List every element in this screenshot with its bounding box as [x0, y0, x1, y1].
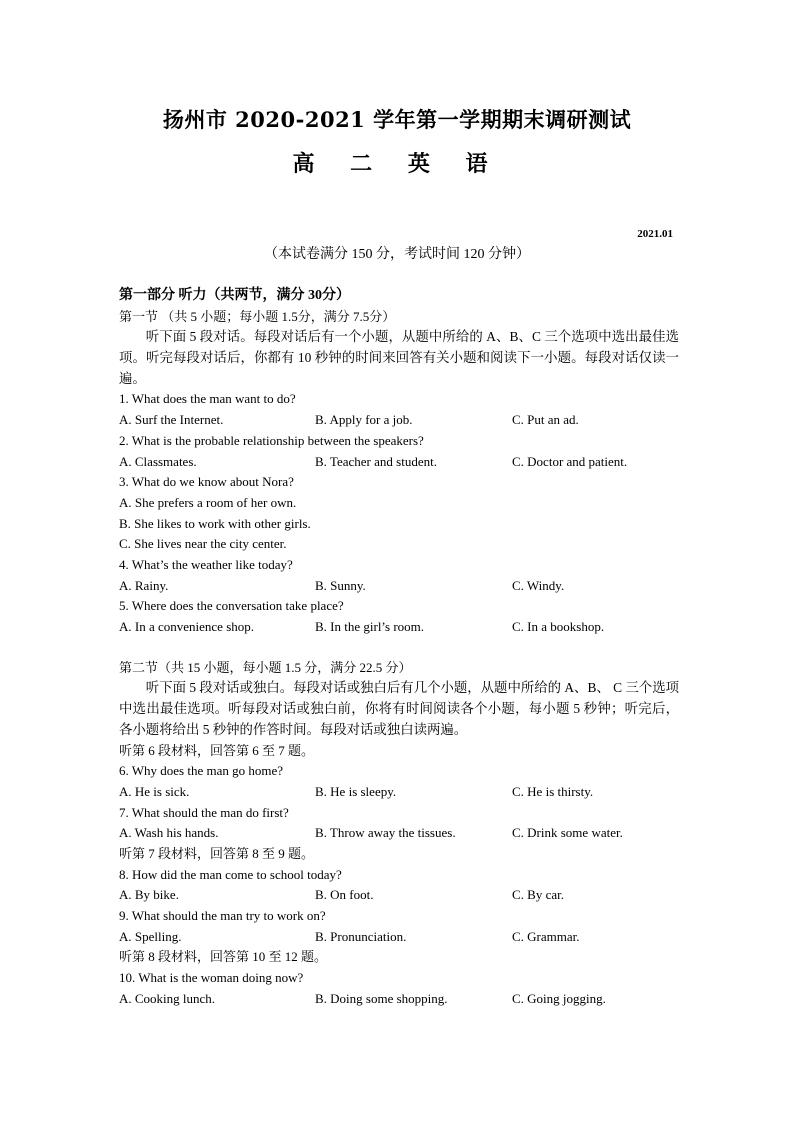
- option-a: A. Surf the Internet.: [119, 412, 224, 428]
- option-c: C. By car.: [512, 887, 564, 903]
- option-a: A. In a convenience shop.: [119, 619, 255, 635]
- question-2: 2. What is the probable relationship between the speakers?: [119, 432, 424, 448]
- question-1-options: [119, 410, 679, 431]
- exam-note: （本试卷满分 150 分，考试时间 120 分钟）: [264, 247, 530, 262]
- question-4-options: [119, 576, 679, 597]
- option-b: B. She likes to work with other girls.: [119, 515, 311, 531]
- part1-heading: 第一部分 听力（共两节，满分 30分）: [119, 288, 350, 303]
- question-5-options: [119, 617, 679, 638]
- exam-content: [119, 286, 679, 1009]
- question-7: 7. What should the man do first?: [119, 804, 289, 820]
- group-7-instruction: 听第 7 段材料，回答第 8 至 9 题。: [119, 845, 315, 861]
- group-6-instruction: 听第 6 段材料，回答第 6 至 7 题。: [119, 742, 315, 758]
- option-a: A. Classmates.: [119, 453, 197, 469]
- option-c: C. Grammar.: [512, 928, 580, 944]
- option-c: C. He is thirsty.: [512, 783, 594, 799]
- exam-title: 扬州市 2020-2021 学年第一学期期末调研测试: [162, 107, 632, 132]
- option-c: C. Doctor and patient.: [512, 453, 628, 469]
- option-b: B. Throw away the tissues.: [315, 825, 456, 841]
- section2-heading: 第二节（共 15 小题，每小题 1.5 分，满分 22.5 分）: [119, 659, 412, 675]
- option-b: B. Pronunciation.: [315, 928, 407, 944]
- option-a: A. He is sick.: [119, 783, 190, 799]
- option-c: C. She lives near the city center.: [119, 536, 287, 552]
- option-a: A. Wash his hands.: [119, 825, 219, 841]
- question-2-options: [119, 452, 679, 473]
- question-5: 5. Where does the conversation take place?: [119, 598, 344, 614]
- section1-instructions: 听下面 5 段对话。每段对话后有一个小题，从题中所给的 A、B、C 三个选项中选出最佳选项。听完每段对话后，你都有 10 秒钟的时间来回答有关小题和阅读下一小题。每段对话仅读一遍。: [119, 329, 679, 386]
- option-c: C. Windy.: [512, 577, 565, 593]
- option-a: A. Rainy.: [119, 577, 169, 593]
- question-1: 1. What does the man want to do?: [119, 391, 296, 407]
- option-c: C. In a bookshop.: [512, 619, 605, 635]
- option-b: B. Teacher and student.: [315, 453, 437, 469]
- question-10: 10. What is the woman doing now?: [119, 970, 304, 986]
- option-b: B. Apply for a job.: [315, 412, 413, 428]
- question-4: 4. What’s the weather like today?: [119, 556, 293, 572]
- option-b: B. In the girl’s room.: [315, 619, 425, 635]
- question-3: 3. What do we know about Nora?: [119, 474, 294, 490]
- group-8-instruction: 听第 8 段材料，回答第 10 至 12 题。: [119, 949, 328, 965]
- question-9-options: [119, 927, 679, 948]
- question-6-options: [119, 782, 679, 803]
- option-c: C. Drink some water.: [512, 825, 623, 841]
- exam-subject: 高 二 英 语: [292, 151, 502, 177]
- question-7-options: [119, 823, 679, 844]
- question-8: 8. How did the man come to school today?: [119, 866, 342, 882]
- option-a: A. Cooking lunch.: [119, 990, 216, 1006]
- option-a: A. By bike.: [119, 887, 179, 903]
- option-b: B. On foot.: [315, 887, 374, 903]
- option-b: B. He is sleepy.: [315, 783, 397, 799]
- question-8-options: [119, 885, 679, 906]
- section2-instructions: 听下面 5 段对话或独白。每段对话或独白后有几个小题，从题中所给的 A、B、 C 三个选项中选出最佳选项。听每段对话或独白前，你将有时间阅读各个小题，每小题 5 秒钟；听完后，各小题将给出 5 秒钟的作答时间。每段对话或独白读两遍。: [119, 680, 679, 737]
- exam-date: 2021.01: [637, 228, 673, 240]
- question-10-options: [119, 989, 679, 1010]
- option-b: B. Doing some shopping.: [315, 990, 448, 1006]
- option-c: C. Going jogging.: [512, 990, 606, 1006]
- option-a: A. She prefers a room of her own.: [119, 494, 297, 510]
- section-spacer: [119, 638, 679, 658]
- option-a: A. Spelling.: [119, 928, 182, 944]
- option-c: C. Put an ad.: [512, 412, 579, 428]
- question-6: 6. Why does the man go home?: [119, 763, 284, 779]
- option-b: B. Sunny.: [315, 577, 366, 593]
- question-9: 9. What should the man try to work on?: [119, 908, 326, 924]
- section1-heading: 第一节 （共 5 小题；每小题 1.5分，满分 7.5分）: [119, 308, 396, 324]
